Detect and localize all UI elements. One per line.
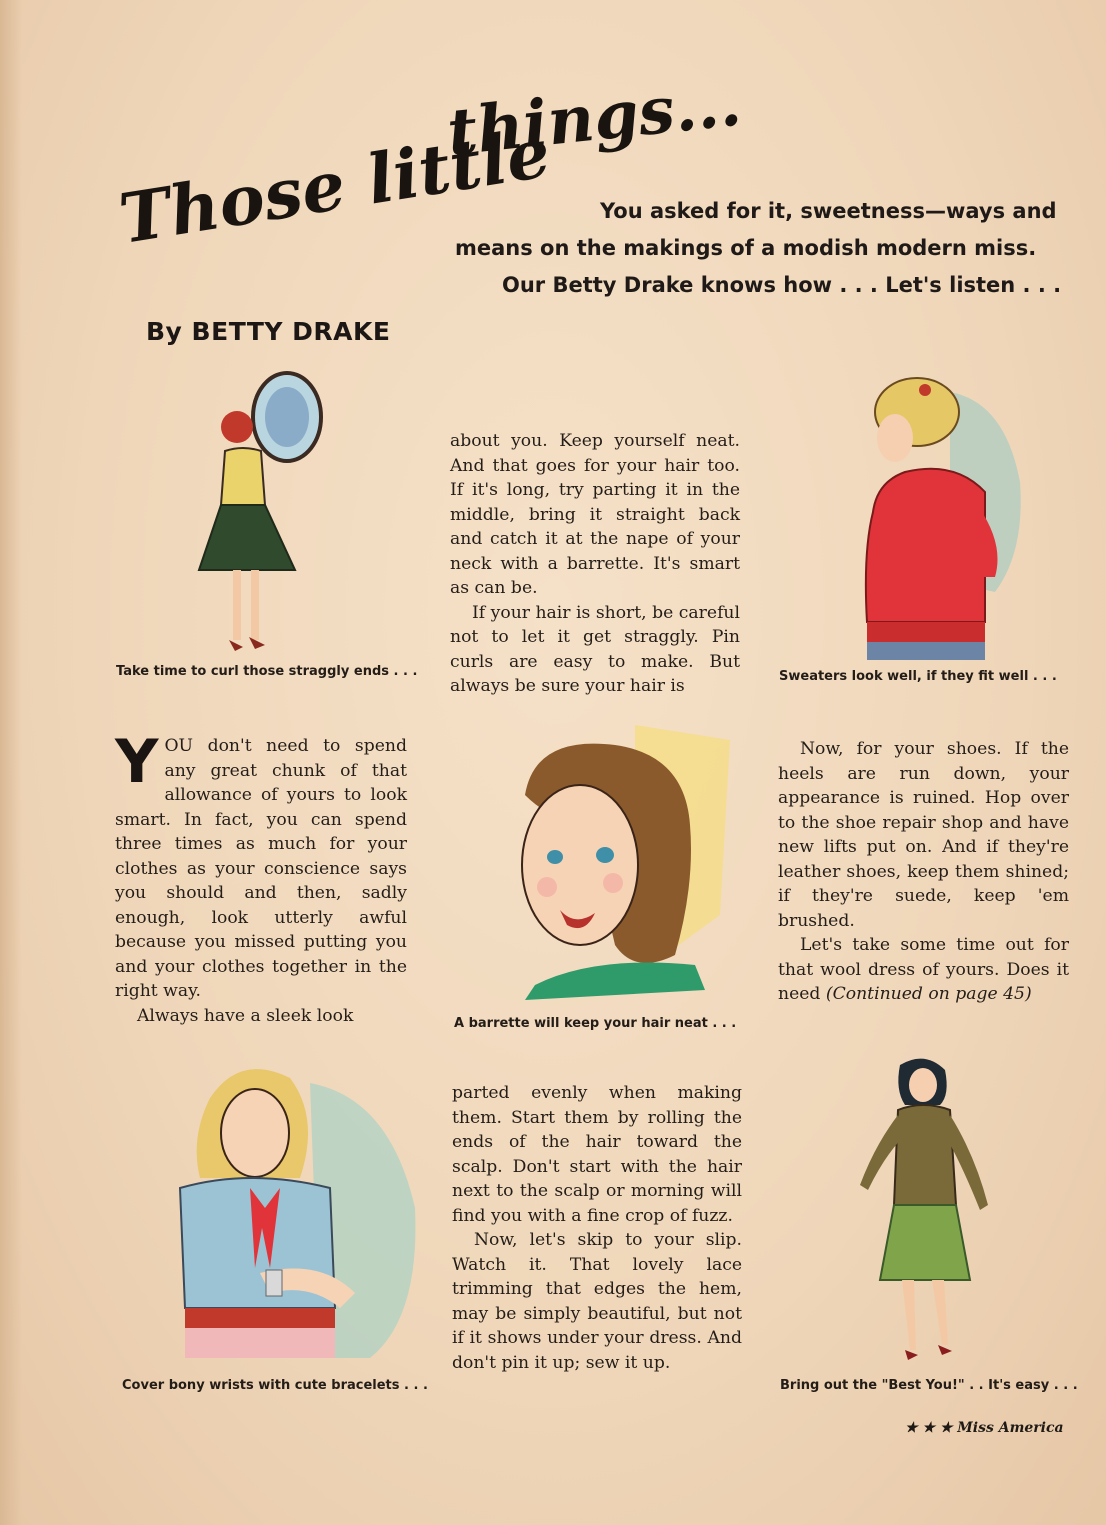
title-part2: things... — [443, 65, 745, 171]
column-right — [778, 737, 1069, 1007]
illustration-girl-bracelets — [170, 1058, 425, 1368]
illustration-woman-green-skirt — [850, 1055, 995, 1365]
title-part1: Those little — [114, 112, 556, 260]
column-middle-bottom-p2: Now, let's skip to your slip. Watch it. That lovely lace trimming that edges the hem, may be simply beautiful, but not if it shows under your dress. And don't pin it up; sew it up. — [452, 1230, 742, 1373]
caption-bracelets: Cover bony wrists with cute bracelets . . . — [122, 1378, 428, 1393]
column-middle-top-p2: If your hair is short, be careful not to let it get straggly. Pin curls are easy to make. But always be sure your hair is — [450, 602, 740, 696]
intro-line-2: means on the makings of a modish modern miss. — [455, 236, 1037, 260]
illustration-girl-mirror — [195, 365, 335, 655]
column-right-p1: Now, for your shoes. If the heels are run down, your appearance is ruined. Hop over to the shoe repair shop and have new lifts put on. And if they're leather shoes, keep them shined; if they're suede, keep 'em brushed. — [778, 739, 1069, 931]
column-middle-top-p1: about you. Keep yourself neat. And that goes for your hair too. If it's long, try parting it in the middle, bring it straight back and catch it at the nape of your neck with a barrette. It's smart as can be. — [450, 431, 740, 598]
byline: By BETTY DRAKE — [146, 317, 391, 346]
intro-line-3: Our Betty Drake knows how . . . Let's listen . . . — [502, 273, 1062, 297]
continued-note: (Continued on page 45) — [825, 984, 1032, 1004]
illustration-girl-red-sweater — [855, 372, 1025, 662]
caption-best-you: Bring out the "Best You!" . . It's easy . . . — [780, 1378, 1078, 1393]
column-left-p2: Always have a sleek look — [137, 1005, 354, 1026]
column-right-p2: Let's take some time out for that wool dress of yours. Does it need — [778, 935, 1069, 1004]
dropcap: Y — [115, 727, 159, 797]
caption-curl: Take time to curl those straggly ends . . . — [116, 664, 418, 679]
column-middle-bottom-p1: parted evenly when making them. Start them by rolling the ends of the hair toward the scalp. Don't start with the hair next to the scalp or morning will find you with a fine crop of fuzz. — [452, 1083, 742, 1226]
column-left-p1: OU don't need to spend any great chunk of that allowance of yours to look smart. In fact, you can spend three times as much for your clothes as your conscience says you should and then, sadly enough, look utterly awful because you missed putting you and your clothes together in the right way. — [115, 736, 407, 1001]
caption-barrette: A barrette will keep your hair neat . . . — [454, 1016, 737, 1031]
column-left — [115, 727, 407, 1028]
caption-sweaters: Sweaters look well, if they fit well . . . — [779, 669, 1057, 684]
article-title — [114, 65, 745, 260]
column-middle-top — [450, 429, 740, 699]
column-middle-bottom — [452, 1081, 742, 1375]
page-edge-shadow — [0, 0, 22, 1525]
footer-magazine-name: ★ ★ ★ Miss America — [905, 1420, 1064, 1436]
intro-line-1: You asked for it, sweetness—ways and — [600, 199, 1057, 223]
illustration-girl-barrette — [515, 715, 745, 1005]
